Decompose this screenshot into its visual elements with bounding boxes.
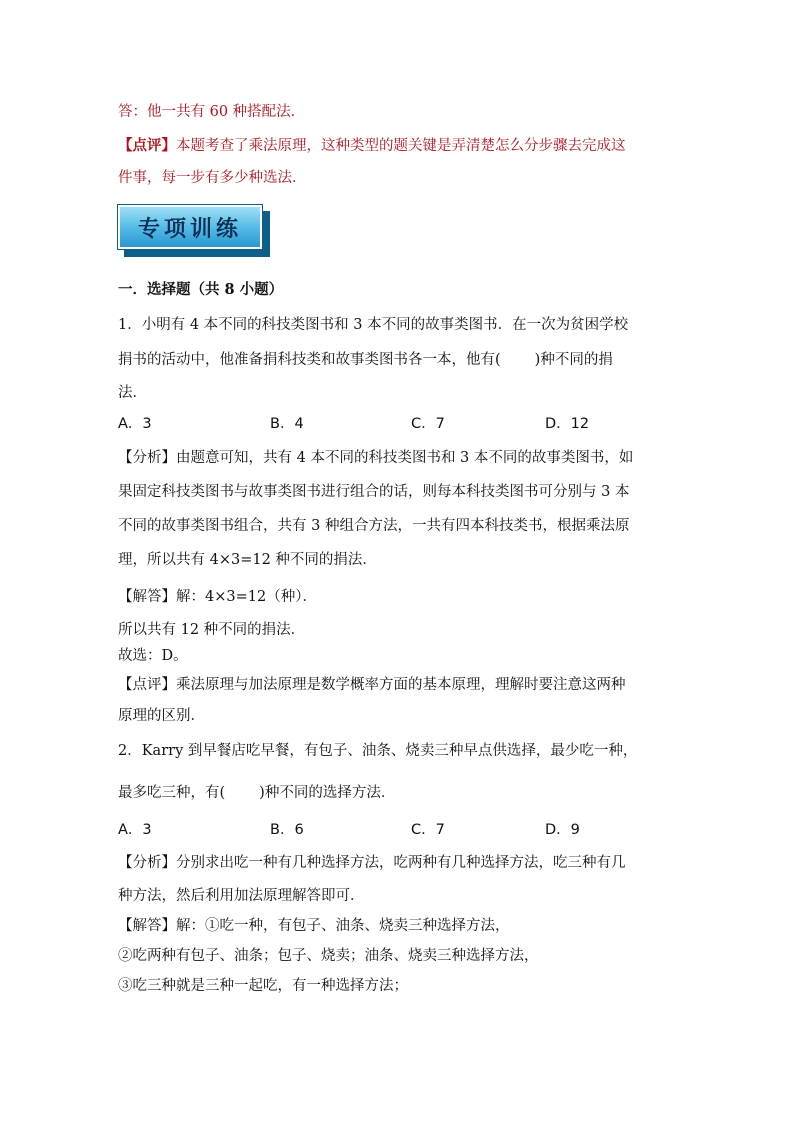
section-banner [118,205,270,257]
prev-comment-text-1: 本题考查了乘法原理，这种类型的题关键是弄清楚怎么分步骤去完成这 [176,138,626,154]
q2-option-d: D．9 [545,822,580,838]
q1-solution-line-2: 所以共有 12 种不同的捐法． [118,622,306,638]
q2-solution-line-3: ③吃三种就是三种一起吃，有一种选择方法； [118,978,408,994]
q1-option-b: B．4 [270,416,304,432]
q1-comment-line-2: 原理的区别． [118,708,205,724]
q2-line-2b: )种不同的选择方法． [259,785,396,801]
q1-option-c: C．7 [411,416,445,432]
q1-analysis-line-2: 果固定科技类图书与故事类图书进行组合的话，则每本科技类图书可分别与 3 本 [118,484,630,500]
q2-line-2 [118,783,395,803]
q1-option-a: A．3 [118,416,152,432]
q2-option-c: C．7 [411,822,445,838]
q2-line-2a: 最多吃三种，有( [118,785,226,801]
q1-analysis-line-4: 理，所以共有 4×3=12 种不同的捐法． [118,552,377,568]
q2-solution-line-1: 【解答】解：①吃一种，有包子、油条、烧卖三种选择方法， [118,918,510,934]
q2-line-1: 2．Karry 到早餐店吃早餐，有包子、油条、烧卖三种早点供选择，最少吃一种， [118,743,638,759]
q1-line-2 [118,350,613,370]
q1-line-3: 法． [118,385,147,401]
prev-comment-line-2: 件事，每一步有多少种选法． [118,170,307,186]
q1-line-1: 1．小明有 4 本不同的科技类图书和 3 本不同的故事类图书．在一次为贫困学校 [118,317,629,333]
q1-comment-line-1: 【点评】乘法原理与加法原理是数学概率方面的基本原理，理解时要注意这两种 [118,677,626,693]
prev-answer: 答：他一共有 60 种搭配法． [118,104,306,120]
q2-option-b: B．6 [270,822,304,838]
prev-comment-tag: 【点评】 [118,137,176,154]
section-title: 一．选择题（共 8 小题） [118,281,284,298]
q2-solution-line-2: ②吃两种有包子、油条；包子、烧卖；油条、烧卖三种选择方法， [118,948,539,964]
q1-choice: 故选：D。 [118,648,188,664]
q1-solution-line-1: 【解答】解：4×3=12（种）． [118,589,317,605]
q1-option-d: D．12 [545,416,590,432]
prev-comment-line-1 [118,136,626,156]
q2-analysis-line-2: 种方法，然后利用加法原理解答即可． [118,888,365,904]
banner-text: 专项训练 [137,216,242,242]
q2-analysis-line-1: 【分析】分别求出吃一种有几种选择方法，吃两种有几种选择方法，吃三种有几 [118,855,626,871]
q1-line-2b: )种不同的捐 [534,352,613,368]
q1-line-2a: 捐书的活动中，他准备捐科技类和故事类图书各一本，他有( [118,352,501,368]
q1-analysis-line-1: 【分析】由题意可知，共有 4 本不同的科技类图书和 3 本不同的故事类图书，如 [118,450,634,466]
q2-option-a: A．3 [118,822,152,838]
q1-analysis-line-3: 不同的故事类图书组合，共有 3 种组合方法，一共有四本科技类书，根据乘法原 [118,518,630,534]
